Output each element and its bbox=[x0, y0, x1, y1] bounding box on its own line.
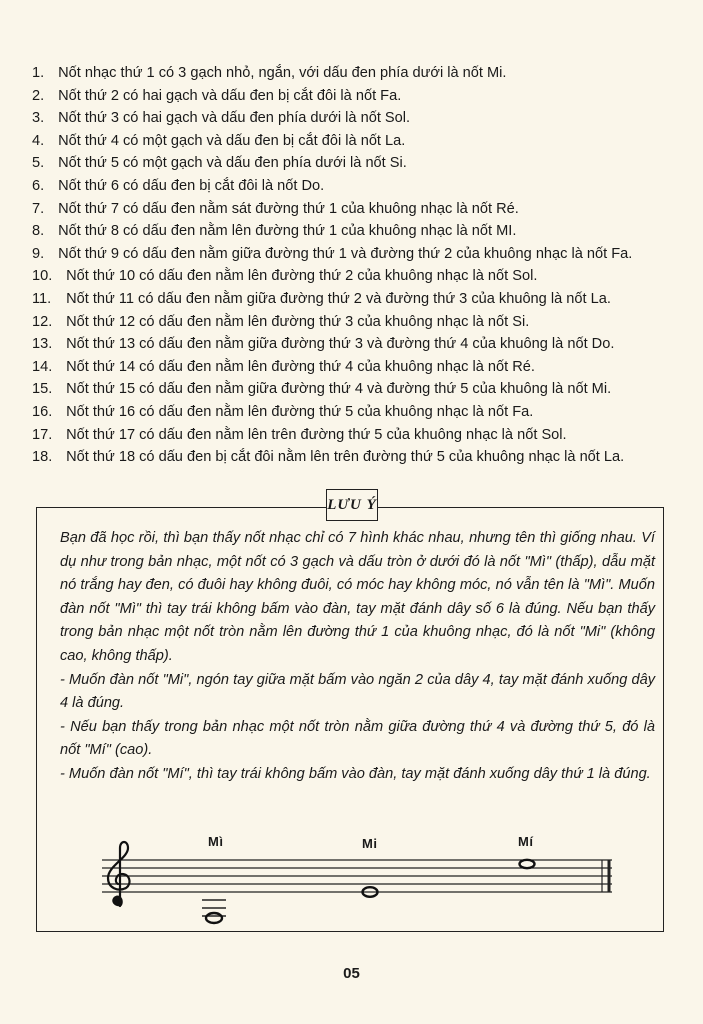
note-label-mi-high: Mí bbox=[518, 834, 534, 849]
list-item: 6. Nốt thứ 6 có dấu đen bị cắt đôi là nốt Do. bbox=[32, 177, 325, 194]
list-item: 15. Nốt thứ 15 có dấu đen nằm giữa đường thứ 4 và đường thứ 5 của khuông là nốt Mi. bbox=[32, 381, 612, 398]
staff-svg bbox=[90, 830, 630, 930]
list-item: 2. Nốt thứ 2 có hai gạch và dấu đen bị cắt đôi là nốt Fa. bbox=[32, 87, 402, 104]
note-body bbox=[60, 527, 655, 787]
note-label-mi-low: Mì bbox=[208, 834, 224, 849]
note-label-mi: Mi bbox=[362, 836, 378, 851]
treble-clef-icon bbox=[108, 842, 129, 906]
list-item: 8. Nốt thứ 8 có dấu đen nằm lên đường thứ 1 của khuông nhạc là nốt MI. bbox=[32, 223, 517, 240]
list-item: 7. Nốt thứ 7 có dấu đen nằm sát đường thứ 1 của khuông nhạc là nốt Ré. bbox=[32, 200, 519, 217]
page-number: 05 bbox=[343, 965, 360, 982]
note-paragraph: - Muốn đàn nốt "Mi", ngón tay giữa mặt bấm vào ngăn 2 của dây 4, tay mặt đánh xuống dây 4 là đúng. bbox=[60, 671, 655, 712]
list-item: 1. Nốt nhạc thứ 1 có 3 gạch nhỏ, ngắn, với dấu đen phía dưới là nốt Mi. bbox=[32, 65, 507, 81]
list-item: 16. Nốt thứ 16 có dấu đen nằm lên đường thứ 5 của khuông nhạc là nốt Fa. bbox=[32, 403, 534, 420]
list-item: 18. Nốt thứ 18 có dấu đen bị cắt đôi nằm lên trên đường thứ 5 của khuông nhạc là nốt La. bbox=[32, 449, 625, 466]
list-item: 17. Nốt thứ 17 có dấu đen nằm lên trên đường thứ 5 của khuông nhạc là nốt Sol. bbox=[32, 426, 567, 443]
note-paragraph: - Nếu bạn thấy trong bản nhạc một nốt tròn nằm giữa đường thứ 4 và đường thứ 5, đó là nốt "Mí" (cao). bbox=[60, 718, 655, 759]
note-paragraph: Bạn đã học rồi, thì bạn thấy nốt nhạc chỉ có 7 hình khác nhau, nhưng tên thì giống nhau. Ví dụ như trong bản nhạc, một nốt có 3 gạch và dấu tròn ở dưới đó là nốt "Mì" (thấp), dẫu mặt nó trắng hay đen, có đuôi hay không đuôi, có móc hay không móc, nó vẫn tên là "Mì". Muốn đàn nốt "Mì" thì tay trái không bấm vào đàn, tay mặt đánh dây số 6 là đúng. Nếu bạn thấy trong bản nhạc một nốt tròn nằm lên đường thứ 1 của khuông nhạc, đó là nốt "Mi" (không cao, không thấp). bbox=[60, 530, 655, 664]
note-mi-low bbox=[202, 900, 226, 923]
note-mi-high bbox=[520, 860, 535, 868]
list-item: 14. Nốt thứ 14 có dấu đen nằm lên đường thứ 4 của khuông nhạc là nốt Ré. bbox=[32, 358, 535, 375]
music-staff bbox=[90, 830, 630, 930]
list-item: 4. Nốt thứ 4 có một gạch và dấu đen bị cắt đôi là nốt La. bbox=[32, 132, 406, 149]
note-list bbox=[32, 62, 692, 469]
list-item: 3. Nốt thứ 3 có hai gạch và dấu đen phía dưới là nốt Sol. bbox=[32, 110, 411, 127]
list-item: 13. Nốt thứ 13 có dấu đen nằm giữa đường thứ 3 và đường thứ 4 của khuông là nốt Do. bbox=[32, 336, 615, 353]
list-item: 5. Nốt thứ 5 có một gạch và dấu đen phía dưới là nốt Si. bbox=[32, 155, 407, 172]
note-paragraph: - Muốn đàn nốt "Mí", thì tay trái không bấm vào đàn, tay mặt đánh xuống dây thứ 1 là đúng. bbox=[60, 765, 651, 782]
note-title: LƯU Ý bbox=[326, 489, 378, 521]
list-item: 9. Nốt thứ 9 có dấu đen nằm giữa đường thứ 1 và đường thứ 2 của khuông nhạc là nốt Fa. bbox=[32, 245, 633, 262]
list-item: 11. Nốt thứ 11 có dấu đen nằm giữa đường thứ 2 và đường thứ 3 của khuông là nốt La. bbox=[32, 290, 611, 307]
list-item: 10. Nốt thứ 10 có dấu đen nằm lên đường thứ 2 của khuông nhạc là nốt Sol. bbox=[32, 268, 538, 285]
list-item: 12. Nốt thứ 12 có dấu đen nằm lên đường thứ 3 của khuông nhạc là nốt Si. bbox=[32, 313, 530, 330]
